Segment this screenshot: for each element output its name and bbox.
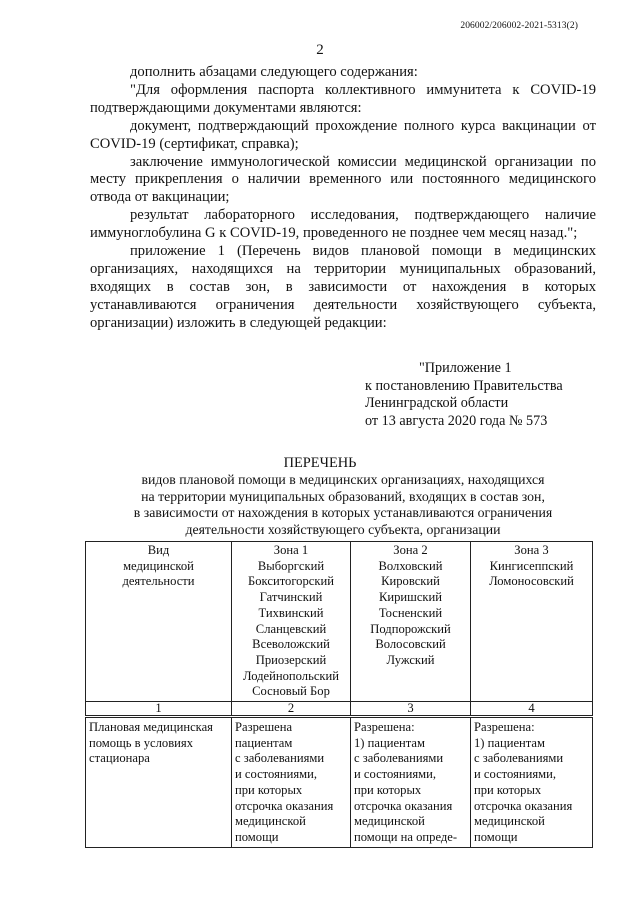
cell-line: Зона 3 xyxy=(514,543,549,557)
cell-line: при которых xyxy=(354,782,422,797)
table-number-row xyxy=(86,702,593,717)
cell-line: Разрешена: xyxy=(474,720,535,735)
cell-line: медицинской xyxy=(235,814,306,829)
cell-line: и состояниями, xyxy=(354,767,436,782)
cell-line: Волосовский xyxy=(375,637,446,652)
appendix-line: к постановлению Правительства xyxy=(365,377,563,394)
cell-line: Бокситогорский xyxy=(248,574,334,589)
row-zone-1-cell xyxy=(232,717,351,848)
cell-line: при которых xyxy=(235,782,303,797)
cell-line: с заболеваниями xyxy=(235,751,325,766)
cell-line: отсрочка оказания xyxy=(474,798,573,813)
cell-line: деятельности xyxy=(122,574,195,589)
cell-line: Подпорожский xyxy=(370,621,451,636)
list-title: ПЕРЕЧЕНЬ xyxy=(283,455,357,471)
cell-line: Зона 1 xyxy=(273,543,309,557)
row-zone-3-cell xyxy=(471,717,593,848)
header-zone-1 xyxy=(232,542,351,702)
paragraph: дополнить абзацами следующего содержания: xyxy=(130,64,418,80)
column-number: 4 xyxy=(471,702,593,717)
cell-line: Выборгский xyxy=(257,558,325,573)
cell-line: Сосновый Бор xyxy=(252,684,330,699)
cell-line: Плановая медицинская xyxy=(89,720,213,735)
column-number: 1 xyxy=(86,702,232,717)
zones-table xyxy=(85,541,593,848)
paragraph: результат лабораторного исследования, подтверждающего наличие иммуноглобулина G к COVID-19, проведенного не позднее чем месяц назад."; xyxy=(90,207,596,242)
cell-line: Разрешена xyxy=(235,720,293,735)
cell-line: Гатчинский xyxy=(259,590,323,605)
cell-line: Всеволожский xyxy=(252,637,330,652)
appendix-reference xyxy=(365,360,563,430)
cell-line: пациентам xyxy=(235,735,293,750)
cell-line: Кингисеппский xyxy=(489,558,574,573)
header-zone-3 xyxy=(471,542,593,702)
table-row xyxy=(86,717,593,848)
paragraph: приложение 1 (Перечень видов плановой помощи в медицинских организациях, находящихся на территории муниципальных образований, входящих в состав зон, в зависимости от нахождения в которых устанавливаются ограничения деятельности хозяйствующего субъекта, организации) изложить в следующей редакции: xyxy=(90,243,596,331)
cell-line: при которых xyxy=(474,782,542,797)
cell-line: помощи на опреде- xyxy=(354,829,458,844)
column-number: 2 xyxy=(232,702,351,717)
cell-line: Тосненский xyxy=(378,605,443,620)
page-number: 2 xyxy=(316,42,324,58)
cell-line: Вид xyxy=(147,543,170,557)
cell-line: Киришский xyxy=(378,590,443,605)
cell-line: медицинской xyxy=(123,558,194,573)
cell-line: Ломоносовский xyxy=(489,574,574,589)
cell-line: с заболеваниями xyxy=(354,751,444,766)
cell-line: медицинской xyxy=(354,814,425,829)
cell-line: Кировский xyxy=(381,574,440,589)
row-zone-2-cell xyxy=(351,717,471,848)
table-header-row xyxy=(86,542,593,702)
cell-line: Разрешена: xyxy=(354,720,415,735)
cell-line: с заболеваниями xyxy=(474,751,564,766)
appendix-line: от 13 августа 2020 года № 573 xyxy=(365,412,548,429)
cell-line: 1) пациентам xyxy=(354,735,425,750)
header-activity-type xyxy=(86,542,232,702)
cell-line: медицинской xyxy=(474,814,545,829)
document-number: 206002/206002-2021-5313(2) xyxy=(460,21,578,31)
list-subtitle xyxy=(90,472,596,539)
cell-line: Приозерский xyxy=(255,652,327,667)
cell-line: помощи xyxy=(235,829,279,844)
cell-line: стационара xyxy=(89,751,150,766)
appendix-line: Ленинградской области xyxy=(365,395,509,411)
paragraph: "Для оформления паспорта коллективного иммунитета к COVID-19 подтверждающими документами являются: xyxy=(90,81,596,116)
subtitle-line: на территории муниципальных образований, входящих в состав зон, xyxy=(141,488,545,504)
subtitle-line: видов плановой помощи в медицинских организациях, находящихся xyxy=(141,472,545,487)
cell-line: и состояниями, xyxy=(474,767,556,782)
amendment-text xyxy=(90,64,596,333)
subtitle-line: деятельности хозяйствующего субъекта, организации xyxy=(185,522,501,538)
row-activity-cell xyxy=(86,717,232,848)
cell-line: Волховский xyxy=(378,558,443,573)
cell-line: Зона 2 xyxy=(393,543,428,557)
cell-line: Лужский xyxy=(386,652,435,667)
paragraph: заключение иммунологической комиссии медицинской организации по месту прикрепления о наличии временного или постоянного медицинского отвода от вакцинации; xyxy=(90,153,596,206)
column-number: 3 xyxy=(351,702,471,717)
cell-line: помощи xyxy=(474,829,518,844)
paragraph: документ, подтверждающий прохождение полного курса вакцинации от COVID-19 (сертификат, справка); xyxy=(90,117,596,152)
cell-line: помощь в условиях xyxy=(89,735,193,750)
cell-line: 1) пациентам xyxy=(474,735,545,750)
cell-line: Сланцевский xyxy=(255,621,327,636)
subtitle-line: в зависимости от нахождения в которых устанавливаются ограничения xyxy=(133,505,553,521)
cell-line: отсрочка оказания xyxy=(354,798,453,813)
cell-line: Лодейнопольский xyxy=(242,668,340,683)
appendix-line: "Приложение 1 xyxy=(419,360,512,376)
header-zone-2 xyxy=(351,542,471,702)
cell-line: Тихвинский xyxy=(258,605,324,620)
cell-line: отсрочка оказания xyxy=(235,798,334,813)
cell-line: и состояниями, xyxy=(235,767,317,782)
